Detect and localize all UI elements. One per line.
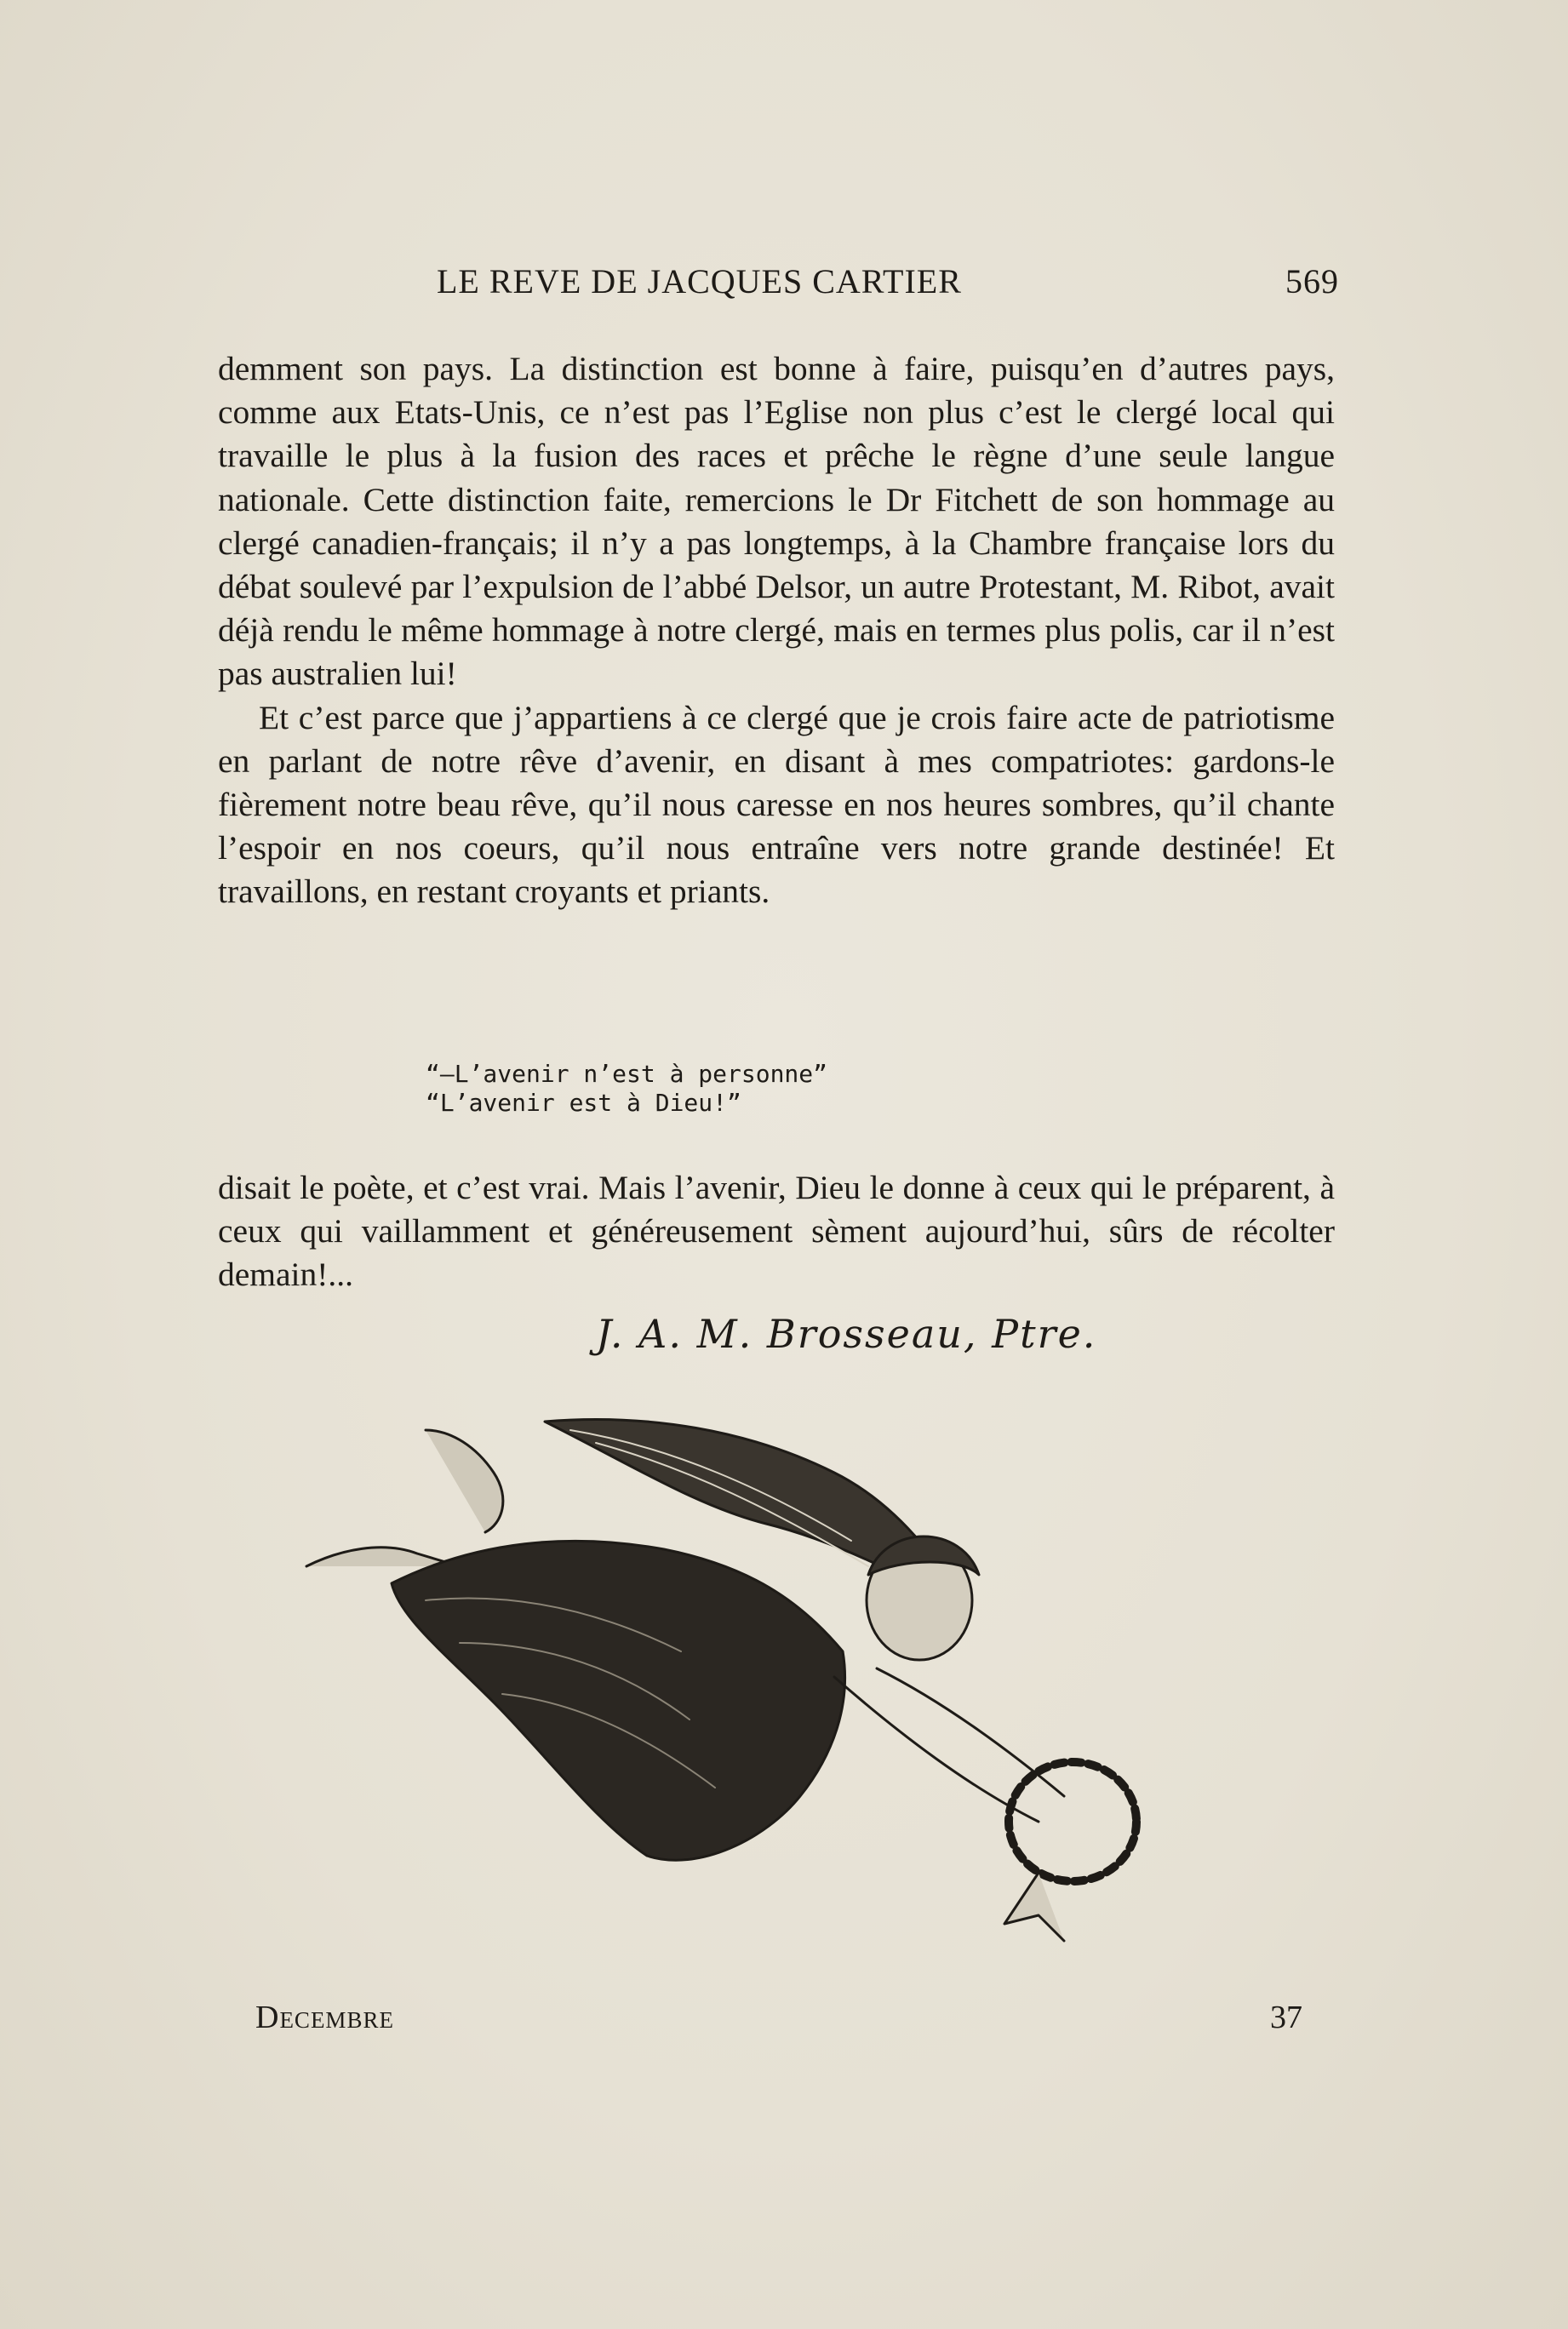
page-number: 569 bbox=[1285, 261, 1339, 300]
body-text bbox=[218, 347, 1335, 914]
poem-quote bbox=[426, 1060, 827, 1118]
signature-number: 37 bbox=[1270, 2000, 1302, 2035]
closing-paragraph: disait le poète, et c’est vrai. Mais l’avenir, Dieu le donne à ceux qui le préparent, à ceux qui vaillamment et généreusement sèment aujourd’hui, sûrs de récolter demain!... bbox=[218, 1169, 1335, 1294]
quote-line-1: “—L’avenir n’est à personne” bbox=[426, 1060, 828, 1088]
quote-line-2: “L’avenir est à Dieu!” bbox=[426, 1089, 741, 1117]
paragraph-1: demment son pays. La distinction est bonne à faire, puisqu’en d’autres pays, comme aux Etats-Unis, ce n’est pas l’Eglise non plus c’est le clergé local qui travaille le plus à la fusion des races et prêche le règne d’une seule langue nationale. Cette distinction faite, remercions le Dr Fitchett de son hommage au clergé canadien-français; il n’y a pas longtemps, à la Chambre française lors du débat soulevé par l’expulsion de l’abbé Delsor, un autre Protestant, M. Ribot, avait déjà rendu le même hommage à notre clergé, mais en termes plus polis, car il n’est pas australien lui! bbox=[218, 350, 1335, 693]
author-signature: J. A. M. Brosseau, Ptre. bbox=[596, 1311, 1097, 1357]
angel-engraving bbox=[289, 1396, 1260, 1975]
footer-month: Decembre bbox=[255, 2000, 394, 2035]
running-header bbox=[217, 255, 1339, 306]
paragraph-2: Et c’est parce que j’appartiens à ce clergé que je crois faire acte de patriotisme en parlant de notre rêve d’avenir, en disant à mes compatriotes: gardons-le fièrement notre beau rêve, qu’il nous caresse en nos heures sombres, qu’il chante l’espoir en nos coeurs, qu’il nous entraîne vers notre grande destinée! Et travaillons, en restant croyants et priants. bbox=[218, 698, 1335, 911]
running-title: LE REVE DE JACQUES CARTIER bbox=[437, 261, 962, 300]
page-footer bbox=[255, 1992, 1302, 2043]
